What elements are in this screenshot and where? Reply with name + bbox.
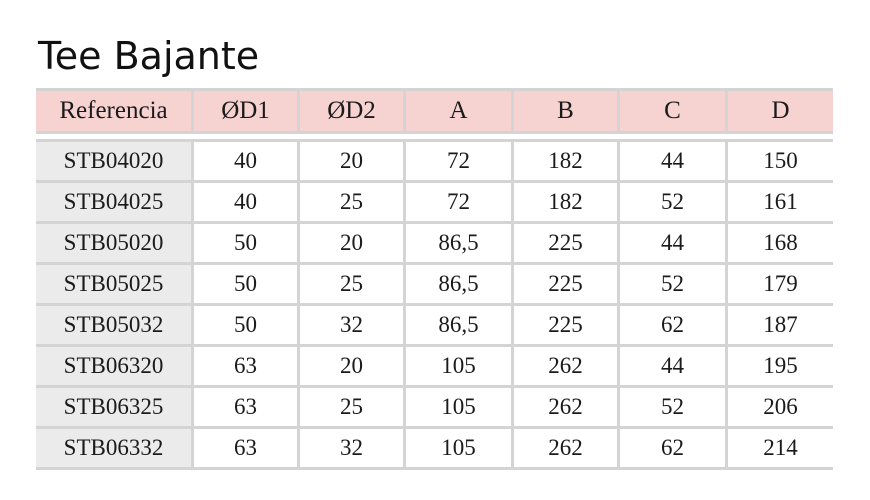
- d2-cell: 20: [300, 224, 406, 265]
- b-cell: 262: [514, 347, 620, 388]
- c-cell: 52: [620, 388, 728, 429]
- b-cell: 225: [514, 306, 620, 347]
- table-row: [36, 265, 833, 306]
- d-cell: 150: [728, 139, 833, 183]
- a-cell: 86,5: [406, 265, 514, 306]
- reference-cell: STB04020: [36, 139, 194, 183]
- page-title: Tee Bajante: [38, 34, 260, 78]
- reference-cell: STB06332: [36, 429, 194, 470]
- a-cell: 72: [406, 139, 514, 183]
- header-cell-d: D: [728, 88, 833, 134]
- a-cell: 105: [406, 388, 514, 429]
- d-cell: 168: [728, 224, 833, 265]
- b-cell: 262: [514, 388, 620, 429]
- header-cell-a: A: [406, 88, 514, 134]
- header-cell-b: B: [514, 88, 620, 134]
- d1-cell: 40: [194, 139, 300, 183]
- d1-cell: 63: [194, 347, 300, 388]
- d2-cell: 25: [300, 388, 406, 429]
- header-cell-referencia: Referencia: [36, 88, 194, 134]
- reference-cell: STB04025: [36, 183, 194, 224]
- d2-cell: 32: [300, 306, 406, 347]
- reference-cell: STB06320: [36, 347, 194, 388]
- c-cell: 44: [620, 347, 728, 388]
- d-cell: 214: [728, 429, 833, 470]
- c-cell: 44: [620, 139, 728, 183]
- table-row: [36, 347, 833, 388]
- table-row: [36, 388, 833, 429]
- c-cell: 52: [620, 183, 728, 224]
- table-row: [36, 306, 833, 347]
- header-cell-c: C: [620, 88, 728, 134]
- d2-cell: 25: [300, 183, 406, 224]
- b-cell: 262: [514, 429, 620, 470]
- d1-cell: 63: [194, 388, 300, 429]
- d1-cell: 40: [194, 183, 300, 224]
- d2-cell: 25: [300, 265, 406, 306]
- a-cell: 72: [406, 183, 514, 224]
- dimensions-table: [36, 88, 833, 470]
- b-cell: 225: [514, 224, 620, 265]
- table-row: [36, 429, 833, 470]
- header-cell-d2: ØD2: [300, 88, 406, 134]
- d-cell: 206: [728, 388, 833, 429]
- c-cell: 44: [620, 224, 728, 265]
- c-cell: 62: [620, 306, 728, 347]
- b-cell: 182: [514, 183, 620, 224]
- reference-cell: STB05032: [36, 306, 194, 347]
- table-row: [36, 139, 833, 183]
- d-cell: 179: [728, 265, 833, 306]
- d2-cell: 20: [300, 139, 406, 183]
- d1-cell: 50: [194, 306, 300, 347]
- d-cell: 187: [728, 306, 833, 347]
- d1-cell: 50: [194, 224, 300, 265]
- b-cell: 225: [514, 265, 620, 306]
- table-header-row: [36, 88, 833, 134]
- reference-cell: STB06325: [36, 388, 194, 429]
- d-cell: 161: [728, 183, 833, 224]
- header-cell-d1: ØD1: [194, 88, 300, 134]
- table-row: [36, 183, 833, 224]
- a-cell: 86,5: [406, 224, 514, 265]
- a-cell: 105: [406, 429, 514, 470]
- d2-cell: 20: [300, 347, 406, 388]
- b-cell: 182: [514, 139, 620, 183]
- c-cell: 62: [620, 429, 728, 470]
- a-cell: 86,5: [406, 306, 514, 347]
- table-row: [36, 224, 833, 265]
- d-cell: 195: [728, 347, 833, 388]
- d2-cell: 32: [300, 429, 406, 470]
- reference-cell: STB05025: [36, 265, 194, 306]
- d1-cell: 50: [194, 265, 300, 306]
- reference-cell: STB05020: [36, 224, 194, 265]
- d1-cell: 63: [194, 429, 300, 470]
- c-cell: 52: [620, 265, 728, 306]
- a-cell: 105: [406, 347, 514, 388]
